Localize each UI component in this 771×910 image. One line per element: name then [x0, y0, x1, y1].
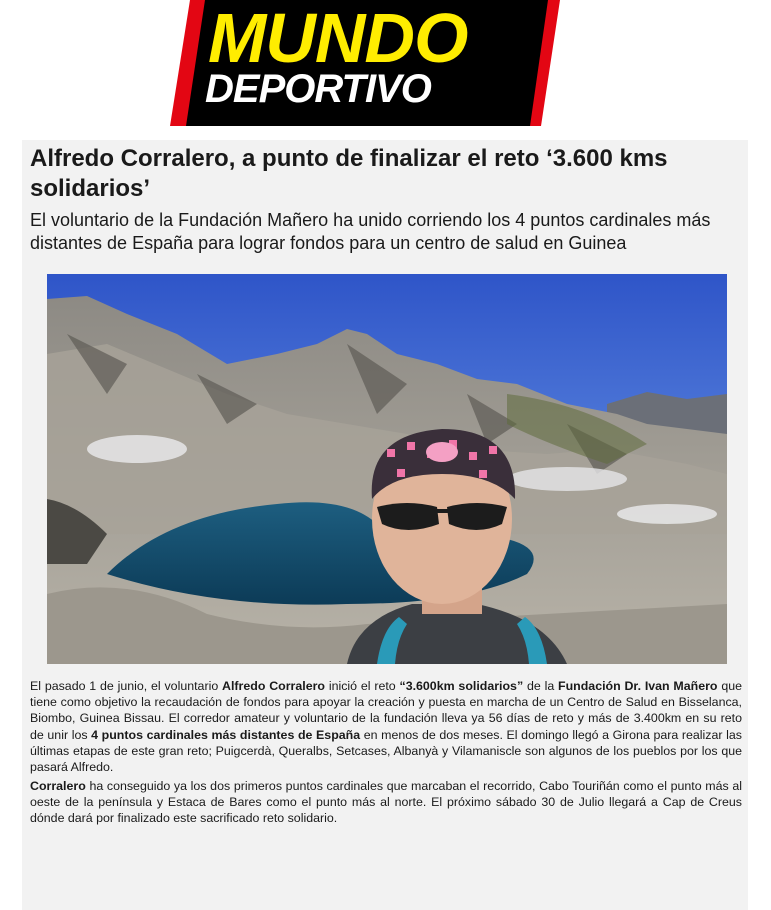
logo-deportivo: DEPORTIVO	[205, 67, 431, 111]
article-subheadline: El voluntario de la Fundación Mañero ha unido corriendo los 4 puntos cardinales más distantes de España para lograr fondos para un centro de salud en Guinea	[30, 210, 711, 253]
paragraph-text: de la	[523, 679, 559, 693]
article-paragraph-2	[30, 778, 742, 827]
paragraph-text: inició el reto	[325, 679, 400, 693]
article-photo	[47, 274, 727, 664]
paragraph-bold: Fundación Dr. Ivan Mañero	[558, 679, 718, 693]
paragraph-bold: Alfredo Corralero	[222, 679, 325, 693]
paragraph-text: ha conseguido ya los dos primeros puntos cardinales que marcaban el recorrido, Cabo Touriñán como el punto más al oeste de la península y Estaca de Bares como el punto más al norte. El próximo sábado 30 de Julio llegará a Cap de Creus dónde dará por finalizado este sacrificado reto solidario.	[30, 779, 742, 826]
paragraph-bold: 4 puntos cardinales más distantes de España	[91, 727, 361, 742]
paragraph-text: El pasado 1 de junio, el voluntario	[30, 679, 223, 693]
article	[22, 140, 748, 910]
logo-mundo: MUNDO	[208, 0, 468, 77]
article-paragraph-1	[30, 678, 742, 775]
paragraph-bold: Corralero	[30, 779, 86, 793]
masthead	[0, 0, 771, 130]
paragraph-bold: “3.600km solidarios”	[399, 679, 524, 693]
article-headline: Alfredo Corralero, a punto de finalizar el reto ‘3.600 kms solidarios’	[30, 145, 668, 202]
mountain-lake-selfie-image	[47, 274, 727, 664]
paragraph-text: en menos de dos meses. El domingo llegó a Girona para realizar las últimas etapas de este gran reto; Puigcerdà, Queralbs, Setcases, Albanyà y Vilamaniscle son algunos de los pueblos por los que pasará Alfredo.	[30, 727, 742, 775]
paragraph-text: que tiene como objetivo la recaudación de fondos para apoyar la creación y puesta en marcha de un Centro de Salud en Bisselanca, Biombo, Guinea Bissau. El corredor amateur y voluntario de la fundación lleva ya 56 días de reto y más de 3.400km en su reto de unir los	[30, 679, 742, 742]
